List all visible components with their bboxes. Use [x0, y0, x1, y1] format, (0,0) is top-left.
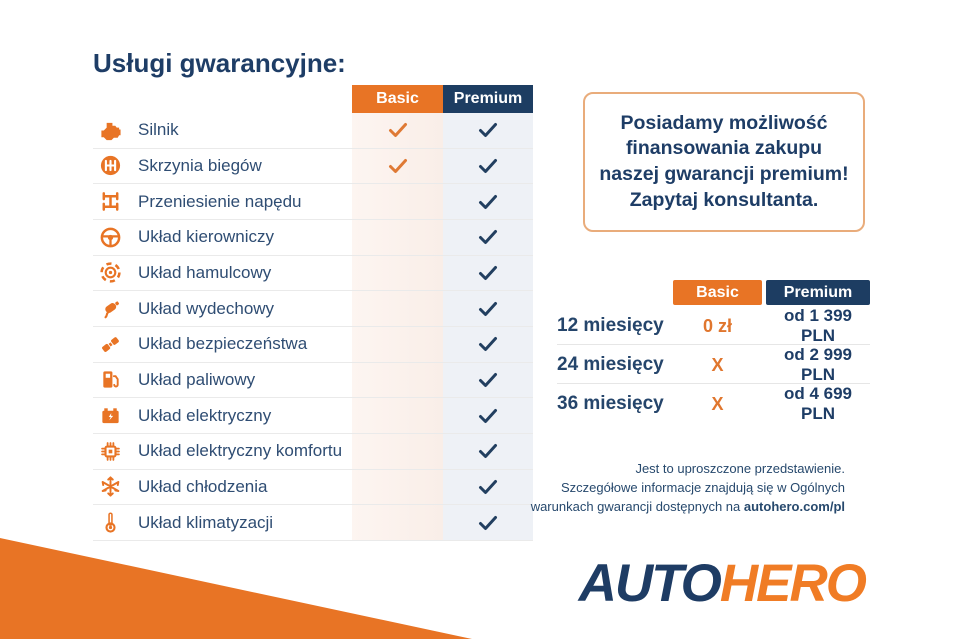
- check-icon: [478, 122, 498, 138]
- disclaimer-line-1: Jest to uproszczone przedstawienie.: [635, 461, 845, 476]
- row-label: Układ hamulcowy: [138, 262, 272, 282]
- pricing-premium-value: od 1 399 PLN: [783, 306, 853, 345]
- premium-cell: [443, 363, 533, 398]
- disclaimer-line-2: Szczegółowe informacje znajdują się w Ogólnych: [561, 479, 845, 495]
- row-label: Silnik: [138, 120, 179, 140]
- pricing-basic-value: X: [711, 354, 724, 375]
- chip-icon: [98, 439, 122, 463]
- thermometer-icon: [98, 511, 122, 535]
- warranty-table-header: [93, 85, 533, 113]
- seatbelt-icon: [98, 332, 122, 356]
- basic-cell: [352, 505, 443, 540]
- disclaimer: [531, 460, 845, 517]
- basic-cell: [352, 398, 443, 433]
- basic-cell: [352, 327, 443, 362]
- table-row: [93, 220, 533, 256]
- autohero-logo: [579, 553, 865, 614]
- pricing-table-header: [557, 280, 870, 306]
- premium-cell: [443, 113, 533, 148]
- pricing-premium-value: od 2 999 PLN: [783, 345, 853, 384]
- basic-cell: [352, 434, 443, 469]
- basic-cell: [352, 184, 443, 219]
- logo-hero-text: HERO: [719, 554, 865, 613]
- pricing-basic-value: 0 zł: [702, 315, 732, 336]
- pricing-table-body: [557, 306, 870, 423]
- row-label: Układ elektryczny komfortu: [138, 441, 343, 461]
- basic-cell: [352, 291, 443, 326]
- table-row: [93, 470, 533, 506]
- pricing-row: [557, 345, 870, 384]
- row-label: Przeniesienie napędu: [138, 191, 302, 211]
- pricing-header-spacer: [557, 280, 669, 306]
- basic-cell: [352, 363, 443, 398]
- logo-auto-text: AUTO: [578, 554, 720, 613]
- table-row: [93, 184, 533, 220]
- row-label: Układ wydechowy: [138, 298, 275, 318]
- basic-cell: [352, 149, 443, 184]
- check-icon: [478, 443, 498, 459]
- check-icon: [478, 479, 498, 495]
- check-icon: [478, 158, 498, 174]
- pricing-basic-value: X: [711, 393, 724, 414]
- table-row: [93, 291, 533, 327]
- premium-cell: [443, 434, 533, 469]
- check-icon: [478, 301, 498, 317]
- premium-cell: [443, 398, 533, 433]
- table-row: [93, 434, 533, 470]
- promo-box: [583, 92, 865, 232]
- check-icon: [388, 122, 408, 138]
- pricing-premium-badge: Premium: [766, 280, 870, 305]
- pricing-row: [557, 306, 870, 345]
- corner-triangle-decoration: [0, 538, 472, 639]
- pricing-period: 24 miesięcy: [557, 354, 664, 375]
- promo-text: Posiadamy możliwość finansowania zakupu naszej gwarancji premium! Zapytaj konsultanta.: [599, 111, 849, 211]
- check-icon: [478, 408, 498, 424]
- check-icon: [478, 336, 498, 352]
- page-title: Usługi gwarancyjne:: [93, 48, 346, 78]
- row-label: Układ chłodzenia: [138, 476, 268, 496]
- warranty-header-spacer: [93, 85, 352, 113]
- pricing-table: [557, 280, 870, 423]
- check-icon: [478, 194, 498, 210]
- premium-cell: [443, 470, 533, 505]
- check-icon: [388, 158, 408, 174]
- basic-cell: [352, 470, 443, 505]
- row-label: Skrzynia biegów: [138, 155, 262, 175]
- check-icon: [478, 265, 498, 281]
- pricing-period: 36 miesięcy: [557, 393, 664, 414]
- table-row: [93, 149, 533, 185]
- pricing-period: 12 miesięcy: [557, 315, 664, 336]
- disclaimer-domain: autohero.com/pl: [743, 498, 845, 514]
- row-label: Układ paliwowy: [138, 369, 256, 389]
- pricing-premium-value: od 4 699 PLN: [783, 384, 853, 423]
- premium-cell: [443, 256, 533, 291]
- premium-cell: [443, 505, 533, 540]
- table-row: [93, 256, 533, 292]
- fuel-pump-icon: [98, 368, 122, 392]
- check-icon: [478, 515, 498, 531]
- table-row: [93, 327, 533, 363]
- battery-icon: [98, 404, 122, 428]
- premium-cell: [443, 291, 533, 326]
- warranty-table-body: [93, 113, 533, 541]
- basic-column-header: Basic: [352, 85, 443, 113]
- check-icon: [478, 372, 498, 388]
- row-label: Układ bezpieczeństwa: [138, 334, 308, 354]
- basic-cell: [352, 256, 443, 291]
- row-label: Układ klimatyzacji: [138, 512, 274, 532]
- premium-cell: [443, 327, 533, 362]
- row-label: Układ elektryczny: [138, 405, 272, 425]
- exhaust-icon: [98, 297, 122, 321]
- pricing-row: [557, 384, 870, 423]
- warranty-table: [93, 85, 533, 541]
- premium-cell: [443, 149, 533, 184]
- basic-cell: [352, 113, 443, 148]
- check-icon: [478, 229, 498, 245]
- table-row: [93, 398, 533, 434]
- premium-cell: [443, 220, 533, 255]
- table-row: [93, 505, 533, 541]
- table-row: [93, 363, 533, 399]
- drivetrain-icon: [98, 190, 122, 214]
- steering-wheel-icon: [98, 225, 122, 249]
- table-row: [93, 113, 533, 149]
- premium-cell: [443, 184, 533, 219]
- premium-column-header: Premium: [443, 85, 533, 113]
- brake-disc-icon: [98, 261, 122, 285]
- gearbox-icon: [98, 154, 122, 178]
- pricing-basic-badge: Basic: [673, 280, 762, 305]
- disclaimer-line-3: warunkach gwarancji dostępnych na autohero.com/pl: [530, 498, 845, 514]
- row-label: Układ kierowniczy: [138, 227, 275, 247]
- basic-cell: [352, 220, 443, 255]
- snowflake-icon: [98, 475, 122, 499]
- engine-icon: [98, 118, 122, 142]
